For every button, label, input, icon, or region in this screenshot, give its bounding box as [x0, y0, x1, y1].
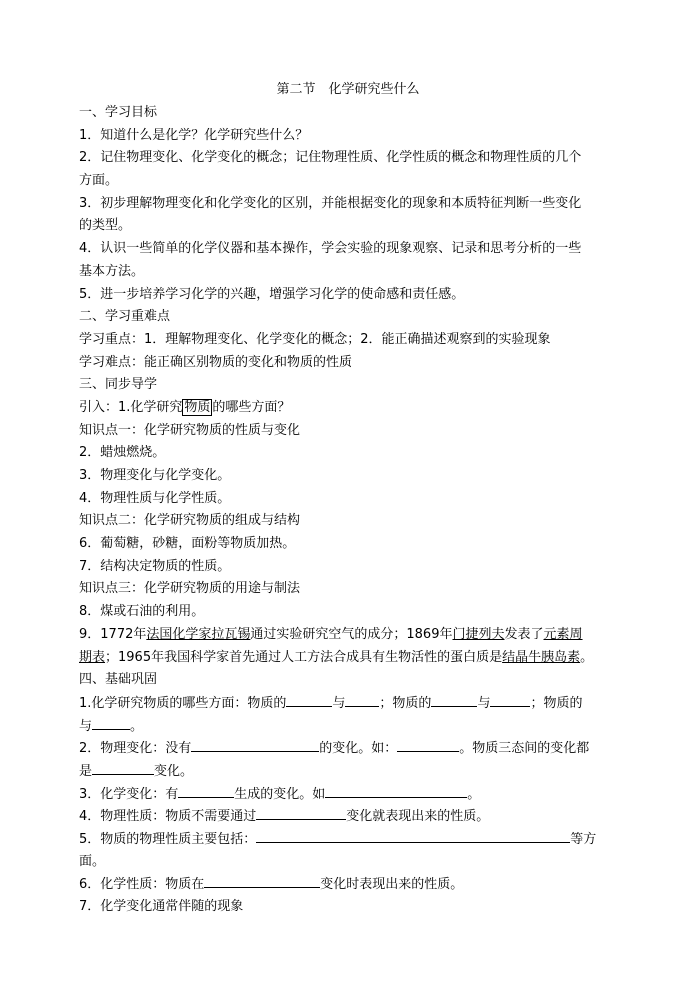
underlined-text: 元素周: [543, 626, 583, 642]
guide-line: 知识点二：化学研究物质的组成与结构: [79, 513, 301, 529]
goal-line: 4．认识一些简单的化学仪器和基本操作，学会实验的现象观察、记录和思考分析的一些: [79, 241, 582, 257]
goal-line: 1．知道什么是化学？化学研究些什么？: [79, 127, 309, 143]
question-text: 4．物理性质：物质不需要通过: [79, 809, 257, 825]
goal-line: 方面。: [79, 173, 119, 189]
history-line: [79, 624, 619, 647]
question-text: 与: [332, 695, 346, 711]
guide-line: 知识点一：化学研究物质的性质与变化: [79, 422, 301, 438]
answer-blank[interactable]: [431, 692, 477, 707]
underlined-text: 结晶牛胰岛素: [502, 649, 581, 665]
question-2: [79, 737, 619, 760]
answer-blank[interactable]: [178, 783, 234, 798]
question-4: [79, 805, 619, 828]
question-3: [79, 783, 619, 806]
question-1: [79, 692, 619, 715]
answer-blank[interactable]: [490, 692, 530, 707]
guide-line: 3．物理变化与化学变化。: [79, 468, 231, 483]
question-text: 变化就表现出来的性质。: [346, 809, 490, 825]
question-text: 生成的变化。如: [234, 786, 326, 802]
guide-line: 知识点三：化学研究物质的用途与制法: [79, 581, 301, 597]
answer-blank[interactable]: [92, 760, 154, 775]
question-text: ；物质的: [530, 695, 583, 711]
history-text: 9．1772年: [79, 626, 147, 642]
key-point-line: 学习重点：1．理解物理变化、化学变化的概念；2．能正确描述观察到的实验现象: [79, 331, 551, 347]
guide-line: 8．煤或石油的利用。: [79, 604, 205, 620]
document-body: [79, 102, 619, 919]
question-7: 7．化学变化通常伴随的现象: [79, 899, 244, 915]
intro-line: [79, 397, 619, 420]
history-text: 通过实验研究空气的成分；1869年: [250, 626, 453, 642]
question-text: ；物质的: [379, 695, 432, 711]
question-text: 6．化学性质：物质在: [79, 877, 205, 893]
answer-blank[interactable]: [256, 805, 346, 820]
question-text: 的变化。如：: [319, 741, 398, 757]
question-text: 。: [467, 786, 481, 802]
answer-blank[interactable]: [204, 873, 320, 888]
answer-blank[interactable]: [325, 783, 467, 798]
guide-line: 7．结构决定物质的性质。: [79, 558, 231, 574]
section-heading-goals: 一、学习目标: [79, 105, 158, 120]
history-text: 发表了: [504, 626, 544, 642]
history-line: [79, 647, 619, 670]
question-text: 1.化学研究物质的哪些方面：物质的: [79, 695, 287, 711]
page-title: 第二节 化学研究些什么: [276, 82, 420, 97]
answer-blank[interactable]: [92, 715, 130, 730]
answer-blank[interactable]: [256, 828, 570, 843]
question-text: 变化时表现出来的性质。: [320, 877, 464, 893]
history-text: 。: [580, 649, 594, 665]
question-text: 5．物质的物理性质主要包括：: [79, 832, 257, 847]
intro-text: 的哪些方面？: [212, 399, 291, 415]
question-text: 与: [79, 718, 93, 734]
boxed-word: 物质: [184, 399, 211, 415]
answer-blank[interactable]: [397, 737, 459, 752]
question-text: 与: [477, 695, 491, 711]
difficult-point-line: 学习难点：能正确区别物质的变化和物质的性质: [79, 354, 353, 370]
intro-text: 引入：1.化学研究: [79, 399, 183, 415]
question-text: 是: [79, 763, 93, 779]
underlined-text: 拉瓦锡: [211, 626, 251, 642]
guide-line: 6．葡萄糖，砂糖，面粉等物质加热。: [79, 536, 296, 552]
section-heading-consolidation: 四、基础巩固: [79, 672, 158, 688]
underlined-text: 法国化学家: [146, 626, 212, 642]
question-6: [79, 873, 619, 896]
question-2-cont: [79, 760, 619, 783]
answer-blank[interactable]: [286, 692, 332, 707]
section-heading-guide: 三、同步导学: [79, 377, 158, 393]
question-text: 等方: [570, 832, 597, 847]
history-text: ；1965年我国科学家首先通过人工方法合成具有生物活性的蛋白质是: [105, 649, 503, 665]
question-text: 变化。: [154, 763, 194, 779]
section-heading-key-points: 二、学习重难点: [79, 309, 171, 325]
question-text: 3．化学变化：有: [79, 786, 179, 802]
question-1-cont: [79, 715, 619, 738]
question-5: [79, 828, 619, 851]
question-5-cont: 面。: [79, 853, 106, 869]
goal-line: 的类型。: [79, 218, 132, 234]
underlined-text: 门捷列夫: [452, 626, 505, 642]
goal-line: 5．进一步培养学习化学的兴趣，增强学习化学的使命感和责任感。: [79, 286, 465, 302]
goal-line: 3．初步理解物理变化和化学变化的区别，并能根据变化的现象和本质特征判断一些变化: [79, 195, 582, 211]
underlined-text: 期表: [79, 649, 106, 665]
question-text: 。: [130, 718, 144, 734]
question-text: 。物质三态间的变化都: [459, 741, 590, 757]
question-text: 2．物理变化：没有: [79, 741, 192, 757]
guide-line: 2．蜡烛燃烧。: [79, 445, 166, 461]
answer-blank[interactable]: [191, 737, 319, 752]
goal-line: 基本方法。: [79, 263, 145, 279]
answer-blank[interactable]: [345, 692, 379, 707]
guide-line: 4．物理性质与化学性质。: [79, 490, 231, 506]
goal-line: 2．记住物理变化、化学变化的概念；记住物理性质、化学性质的概念和物理性质的几个: [79, 150, 582, 166]
